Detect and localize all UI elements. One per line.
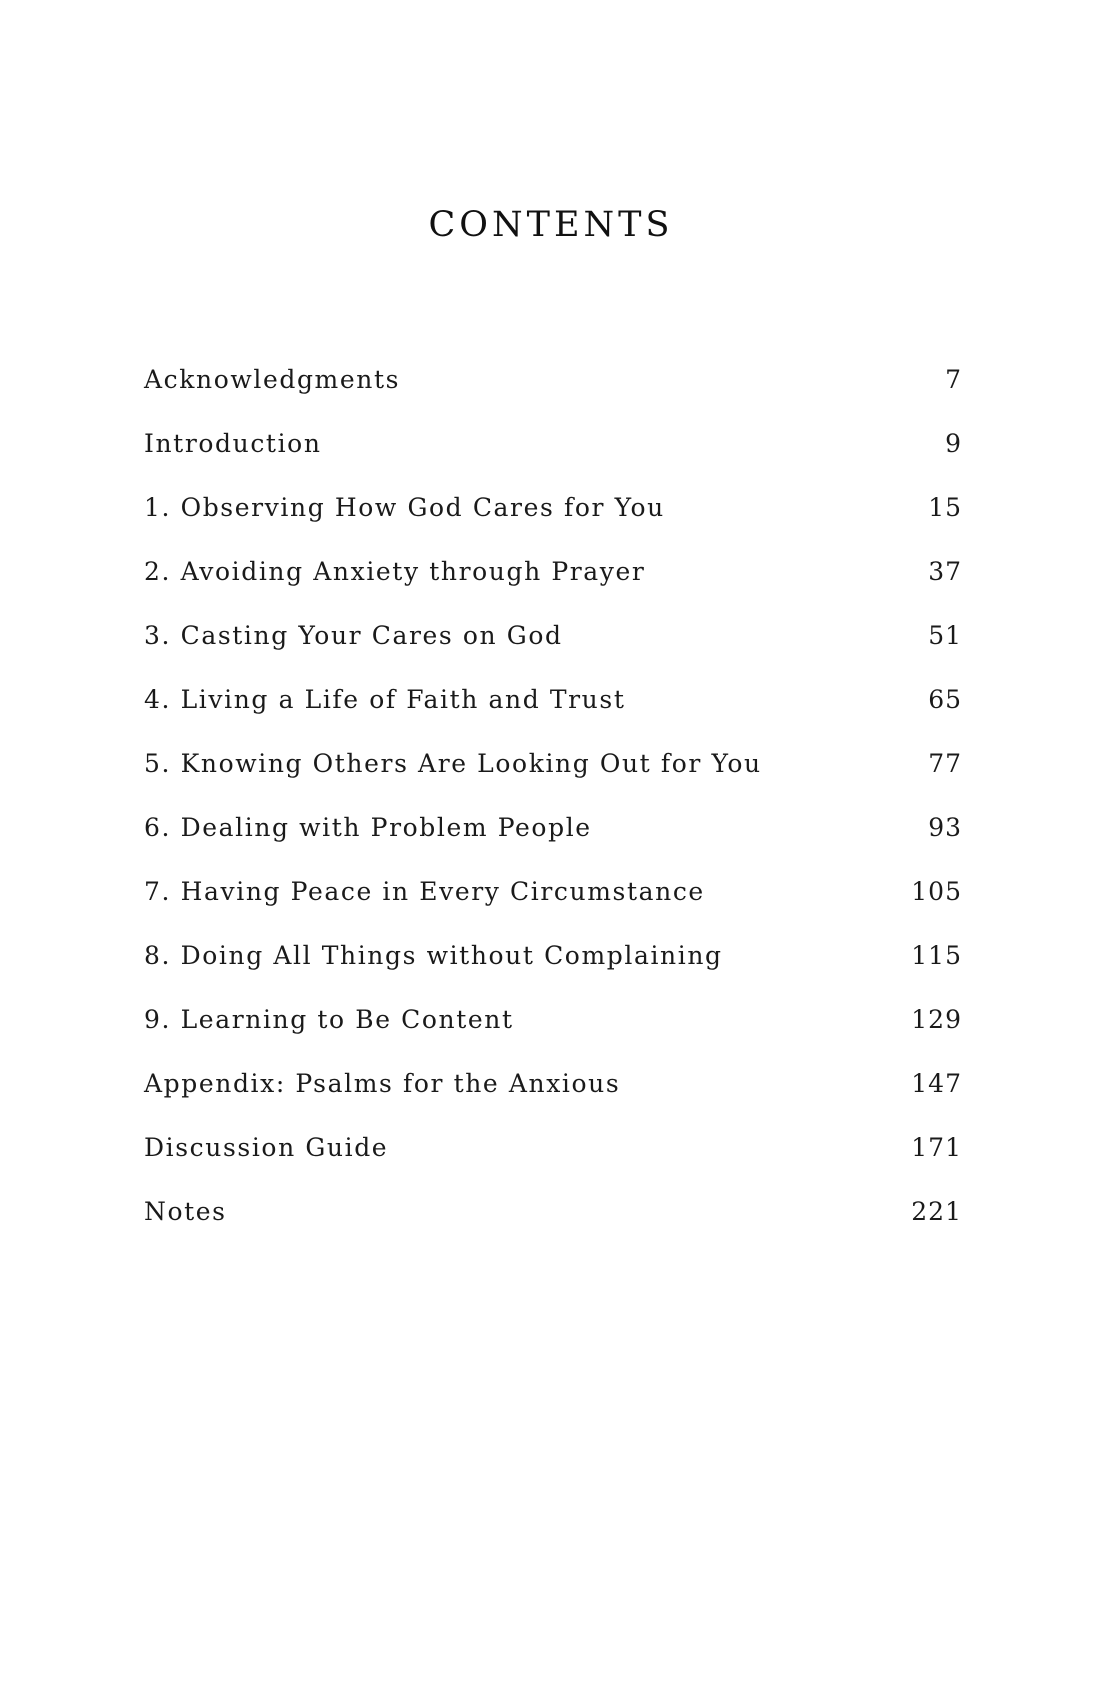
toc-entry-page-number: 51	[928, 621, 962, 650]
toc-entry-page-number: 7	[945, 365, 962, 394]
page-title: CONTENTS	[428, 205, 674, 245]
table-of-contents	[144, 358, 962, 1254]
toc-entry-page-number: 221	[911, 1197, 962, 1226]
toc-entry[interactable]	[144, 358, 962, 422]
toc-entry-title: Appendix: Psalms for the Anxious	[144, 1069, 621, 1098]
toc-entry-page-number: 9	[945, 429, 962, 458]
toc-entry-title: 2. Avoiding Anxiety through Prayer	[144, 557, 646, 586]
toc-entry[interactable]	[144, 1126, 962, 1190]
toc-entry-page-number: 93	[928, 813, 962, 842]
toc-entry[interactable]	[144, 742, 962, 806]
toc-entry-page-number: 15	[928, 493, 962, 522]
toc-entry[interactable]	[144, 870, 962, 934]
toc-entry-title: 4. Living a Life of Faith and Trust	[144, 685, 626, 714]
toc-entry-title: 3. Casting Your Cares on God	[144, 621, 563, 650]
toc-entry-title: 5. Knowing Others Are Looking Out for You	[144, 749, 762, 778]
toc-entry-title: Discussion Guide	[144, 1133, 389, 1162]
toc-entry[interactable]	[144, 1062, 962, 1126]
toc-entry-title: Introduction	[144, 429, 322, 458]
toc-entry[interactable]	[144, 486, 962, 550]
toc-entry-page-number: 129	[911, 1005, 962, 1034]
toc-entry[interactable]	[144, 678, 962, 742]
toc-entry-page-number: 65	[928, 685, 962, 714]
toc-entry[interactable]	[144, 806, 962, 870]
toc-entry-title: 7. Having Peace in Every Circumstance	[144, 877, 705, 906]
toc-entry-page-number: 105	[911, 877, 962, 906]
toc-entry[interactable]	[144, 998, 962, 1062]
toc-entry[interactable]	[144, 550, 962, 614]
toc-entry-title: 6. Dealing with Problem People	[144, 813, 592, 842]
toc-entry-title: 1. Observing How God Cares for You	[144, 493, 665, 522]
toc-entry-page-number: 147	[911, 1069, 962, 1098]
toc-entry[interactable]	[144, 614, 962, 678]
toc-entry-title: Notes	[144, 1197, 227, 1226]
toc-entry-page-number: 37	[928, 557, 962, 586]
toc-entry-title: Acknowledgments	[144, 365, 401, 394]
toc-entry[interactable]	[144, 934, 962, 998]
toc-entry-page-number: 115	[911, 941, 962, 970]
toc-entry-page-number: 77	[928, 749, 962, 778]
toc-entry[interactable]	[144, 422, 962, 486]
toc-entry[interactable]	[144, 1190, 962, 1254]
toc-entry-page-number: 171	[911, 1133, 962, 1162]
toc-entry-title: 8. Doing All Things without Complaining	[144, 941, 723, 970]
toc-entry-title: 9. Learning to Be Content	[144, 1005, 514, 1034]
